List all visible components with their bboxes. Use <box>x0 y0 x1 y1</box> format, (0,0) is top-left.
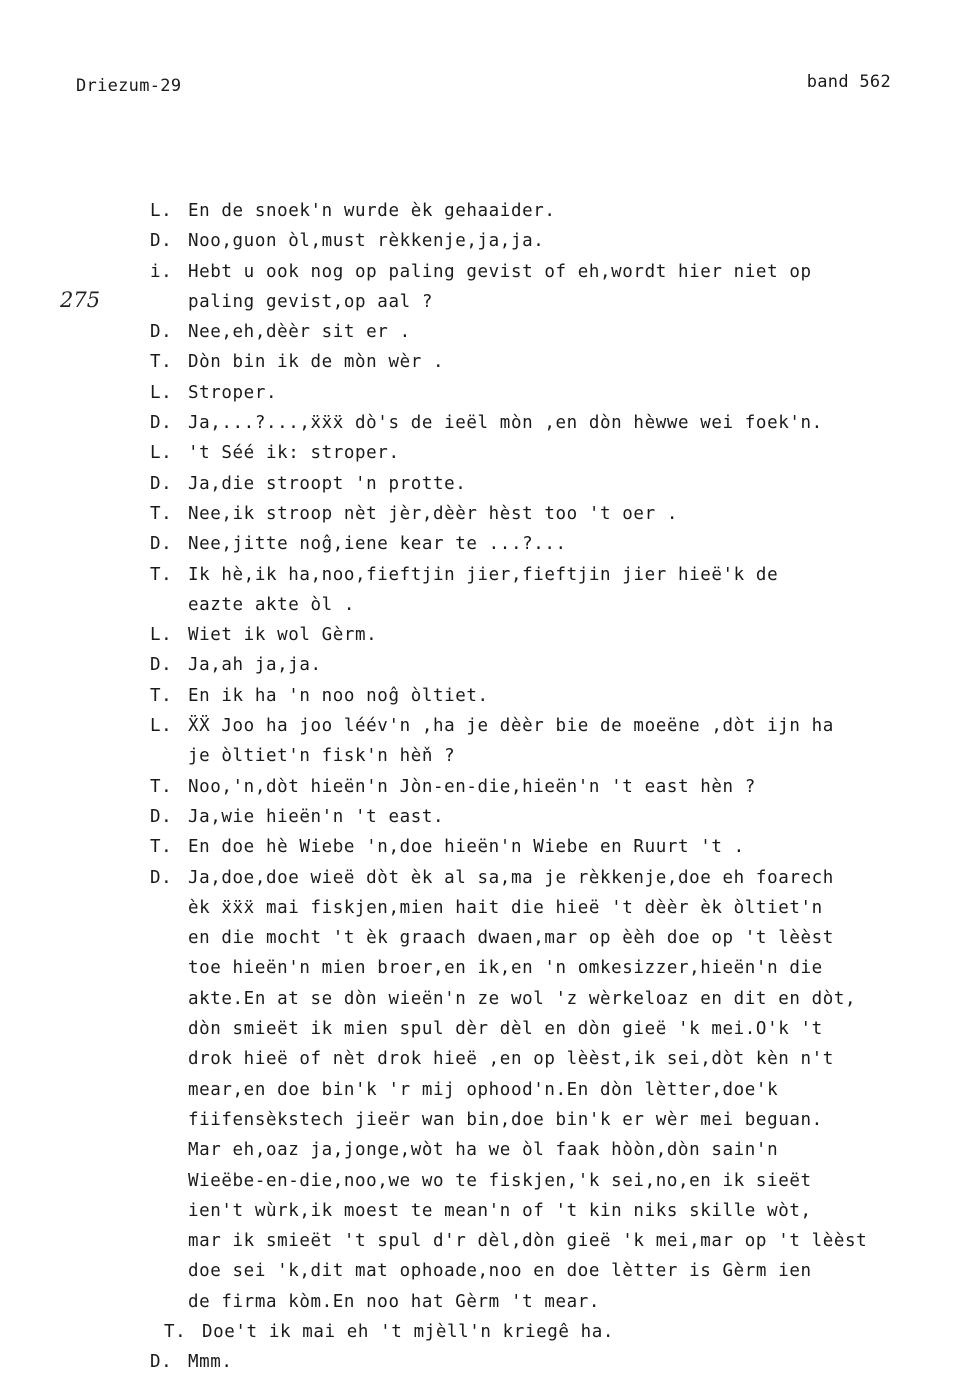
speaker-label: L. <box>150 201 173 221</box>
utterance-text: fiifensèkstech jieër wan bin,doe bin'k er wèr mei beguan. <box>188 1109 823 1130</box>
transcript-line <box>150 226 950 256</box>
speaker-label: i. <box>150 261 173 282</box>
transcript-line <box>150 923 950 953</box>
utterance-text: Ik hè,ik ha,noo,fieftjin jier,fieftjin jier hieë'k de <box>188 564 779 585</box>
transcript-line <box>150 802 950 832</box>
utterance-text: drok hieë of nèt drok hieë ,en op lèèst,ik sei,dòt kèn n't <box>188 1049 834 1070</box>
transcript-line <box>150 1135 950 1165</box>
transcript-line <box>150 499 950 529</box>
utterance-text: Doe't ik mai eh 't mjèll'n kriegê ha. <box>202 1321 615 1342</box>
utterance-text: Noo,'n,dòt hieën'n Jòn-en-die,hieën'n 't east hèn ? <box>188 776 756 797</box>
transcript-line <box>150 378 950 408</box>
utterance-text: mear,en doe bin'k 'r mij ophood'n.En dòn lètter,doe'k <box>188 1079 779 1100</box>
speaker-label: D. <box>150 534 173 555</box>
transcript-line <box>150 408 950 438</box>
utterance-text: doe sei 'k,dit mat ophoade,noo en doe lètter is Gèrm ien <box>188 1261 812 1282</box>
utterance-text: Nee,eh,dèèr sit er . <box>188 322 411 343</box>
transcript-line <box>150 620 950 650</box>
utterance-text: mar ik smieët 't spul d'r dèl,dòn gieë 'k mei,mar op 't lèèst <box>188 1231 868 1252</box>
utterance-text: je òltiet'n fisk'n hèň ? <box>188 746 456 767</box>
transcript-line <box>150 832 950 862</box>
transcript-line <box>150 590 950 620</box>
speaker-label: T. <box>150 776 173 797</box>
transcript-line <box>150 1014 950 1044</box>
utterance-text: Ja,...?...,ẍẍẍ dò's de ieël mòn ,en dòn hèwwe wei foek'n. <box>188 413 823 434</box>
transcript-line <box>150 529 950 559</box>
transcript-line <box>150 1287 950 1317</box>
speaker-label: L. <box>150 443 173 464</box>
utterance-text: En doe hè Wiebe 'n,doe hieën'n Wiebe en Ruurt 't . <box>188 837 745 858</box>
transcript-line <box>150 287 950 317</box>
transcript-line <box>150 1044 950 1074</box>
speaker-label: L. <box>150 716 173 737</box>
transcript-line <box>150 681 950 711</box>
transcript-line <box>150 772 950 802</box>
speaker-label: D. <box>150 413 173 434</box>
utterance-text: eazte akte òl . <box>188 594 356 615</box>
speaker-label: T. <box>150 352 173 373</box>
transcript-line <box>150 863 950 893</box>
transcript-line <box>150 347 950 377</box>
transcript-line <box>150 953 950 983</box>
utterance-text: Wieëbe-en-die,noo,we wo te fiskjen,'k sei,no,en ik sieët <box>188 1170 812 1191</box>
utterance-text: Noo,guon òl,must rèkkenje,ja,ja. <box>188 231 545 252</box>
transcript-line <box>150 317 950 347</box>
utterance-text: de firma kòm.En noo hat Gèrm 't mear. <box>188 1291 601 1312</box>
speaker-label: D. <box>150 231 173 252</box>
transcript-line <box>150 741 950 771</box>
utterance-text: akte.En at se dòn wieën'n ze wol 'z wèrkeloaz en dit en dòt, <box>188 988 857 1009</box>
transcript-line <box>150 711 950 741</box>
utterance-text: èk ẍẍẍ mai fiskjen,mien hait die hieë 't dèèr èk òltiet'n <box>188 897 823 918</box>
utterance-text: paling gevist,op aal ? <box>188 291 433 312</box>
utterance-text: Ja,die stroopt 'n protte. <box>188 473 467 494</box>
transcript-line <box>150 893 950 923</box>
utterance-text: Ja,doe,doe wieë dòt èk al sa,ma je rèkkenje,doe eh foarech <box>188 867 834 888</box>
transcript-line <box>150 1317 950 1347</box>
transcript-line <box>150 1256 950 1286</box>
utterance-text: Ja,wie hieën'n 't east. <box>188 806 445 827</box>
speaker-label: T. <box>164 1321 187 1342</box>
transcript-body <box>150 196 950 1378</box>
transcript-line <box>150 650 950 680</box>
speaker-label: T. <box>150 685 173 706</box>
speaker-label: D. <box>150 867 173 888</box>
margin-handwritten-note: 275 <box>60 288 101 312</box>
utterance-text: ien't wùrk,ik moest te mean'n of 't kin niks skille wòt, <box>188 1200 812 1221</box>
utterance-text: toe hieën'n mien broer,en ik,en 'n omkesizzer,hieën'n die <box>188 958 823 979</box>
utterance-text: Mmm. <box>188 1352 233 1373</box>
speaker-label: L. <box>150 625 173 646</box>
utterance-text: En ik ha 'n noo noĝ òltiet. <box>188 685 489 706</box>
transcript-line <box>150 1226 950 1256</box>
transcript-line <box>150 438 950 468</box>
speaker-label: D. <box>150 1352 173 1373</box>
transcript-line <box>150 560 950 590</box>
speaker-label: D. <box>150 322 173 343</box>
utterance-text: En de snoek'n wurde èk gehaaider. <box>188 201 556 221</box>
speaker-label: D. <box>150 473 173 494</box>
transcript-line <box>150 984 950 1014</box>
utterance-text: ẌẌ Joo ha joo léév'n ,ha je dèèr bie de moeëne ,dòt ijn ha <box>188 716 834 737</box>
transcript-line <box>150 257 950 287</box>
speaker-label: D. <box>150 655 173 676</box>
transcript-line <box>150 1347 950 1377</box>
tape-number: band 562 <box>806 72 891 92</box>
utterance-text: dòn smieët ik mien spul dèr dèl en dòn gieë 'k mei.O'k 't <box>188 1019 823 1040</box>
transcript-line <box>150 1166 950 1196</box>
transcript-line <box>150 469 950 499</box>
transcript-line <box>150 1105 950 1135</box>
utterance-text: Stroper. <box>188 382 278 403</box>
transcript-line <box>150 1196 950 1226</box>
utterance-text: Wiet ik wol Gèrm. <box>188 625 378 646</box>
speaker-label: T. <box>150 564 173 585</box>
speaker-label: D. <box>150 806 173 827</box>
utterance-text: Ja,ah ja,ja. <box>188 655 322 676</box>
location-code: Driezum-29 <box>76 76 182 96</box>
speaker-label: T. <box>150 837 173 858</box>
transcript-line <box>150 196 950 226</box>
utterance-text: Nee,jitte noĝ,iene kear te ...?... <box>188 534 567 555</box>
utterance-text: Mar eh,oaz ja,jonge,wòt ha we òl faak hòòn,dòn sain'n <box>188 1140 779 1161</box>
utterance-text: en die mocht 't èk graach dwaen,mar op èèh doe op 't lèèst <box>188 928 834 949</box>
utterance-text: Nee,ik stroop nèt jèr,dèèr hèst too 't oer . <box>188 503 678 524</box>
speaker-label: L. <box>150 382 173 403</box>
utterance-text: Dòn bin ik de mòn wèr . <box>188 352 445 373</box>
utterance-text: 't Séé ik: stroper. <box>188 443 400 464</box>
transcript-line <box>150 1075 950 1105</box>
utterance-text: Hebt u ook nog op paling gevist of eh,wordt hier niet op <box>188 261 812 282</box>
speaker-label: T. <box>150 503 173 524</box>
